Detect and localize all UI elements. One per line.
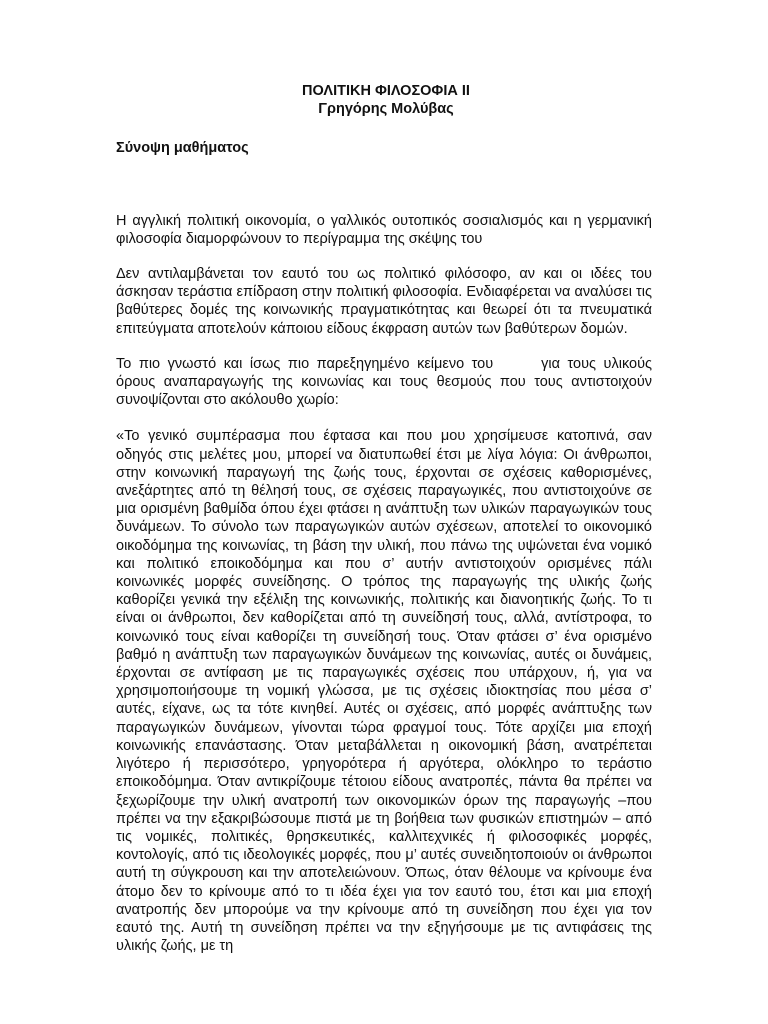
section-heading: Σύνοψη μαθήματος [116, 140, 249, 157]
document-page [116, 82, 652, 955]
paragraph-known-text-part-2: για τους υλικούς όρους αναπαραγωγής της κοινωνίας και τους θεσμούς που τους αντιστοιχούν συνοψίζονται στο ακόλουθο χωρίο: [116, 355, 652, 409]
paragraph-political-philosophy: Δεν αντιλαμβάνεται τον εαυτό του ως πολιτικό φιλόσοφο, αν και οι ιδέες του άσκησαν τεράστια επίδραση στην πολιτική φιλοσοφία. Ενδιαφέρεται να αναλύσει τις βαθύτερες δομές της κοινωνικής πραγματικότητας και θεωρεί ότι τα πνευματικά επιτεύγματα αποτελούν κάποιου είδους έκφραση αυτών των βαθύτερων δομών. [116, 266, 652, 337]
document-author: Γρηγόρης Μολύβας [318, 101, 454, 118]
paragraph-known-text [116, 355, 652, 410]
paragraph-known-text-part-1: Το πιο γνωστό και ίσως πιο παρεξηγημένο κείμενο του [116, 355, 494, 372]
document-title: ΠΟΛΙΤΙΚΗ ΦΙΛΟΣΟΦΙΑ ΙΙ [302, 83, 470, 99]
paragraph-intro: Η αγγλική πολιτική οικονομία, ο γαλλικός ουτοπικός σοσιαλισμός και η γερμανική φιλοσοφία διαμορφώνουν το περίγραμμα της σκέψης του [116, 212, 652, 247]
title-block [120, 82, 652, 118]
quote-passage: «Το γενικό συμπέρασμα που έφτασα και που μου χρησίμευσε κατοπινά, σαν οδηγός στις μελέτες μου, μπορεί να διατυπωθεί έτσι με λίγα λόγια: Οι άνθρωποι, στην κοινωνική παραγωγή της ζωής τους, έρχονται σε σχέσεις καθορισμένες, ανεξάρτητες από τη θέλησή τους, σε σχέσεις παραγωγικές, που αντιστοιχούνε σε μια ορισμένη βαθμίδα όπου έχει φτάσει η ανάπτυξη των υλικών παραγωγικών τους δυνάμεων. Το σύνολο των παραγωγικών αυτών σχέσεων, αποτελεί το οικονομικό οικοδόμημα της κοινωνίας, τη βάση την υλική, που πάνω της υψώνεται ένα νομικό και πολιτικό εποικοδόμημα και που σ’ αυτήν αντιστοιχούν ορισμένες πάλι κοινωνικές μορφές συνείδησης. Ο τρόπος της παραγωγής της υλικής ζωής καθορίζει γενικά την εξέλιξη της κοινωνικής, πολιτικής και διανοητικής ζωής. Το τι είναι οι άνθρωποι, δεν καθορίζεται από τη συνείδησή τους, αλλά, αντίστροφα, το κοινωνικό τους είναι καθορίζει τη συνείδησή τους. Όταν φτάσει σ’ ένα ορισμένο βαθμό η ανάπτυξη των παραγωγικών δυνάμεων της κοινωνίας, αυτές οι δυνάμεις, έρχονται σε αντίφαση με τις παραγωγικές σχέσεις που υπάρχουν, ή, για να χρησιμοποιήσουμε τη νομική γλώσσα, με τις σχέσεις ιδιοκτησίας που μέσα σ’ αυτές, είχανε, ως τα τότε κινηθεί. Αυτές οι σχέσεις, από μορφές ανάπτυξης των παραγωγικών δυνάμεων, γίνονται τώρα φραγμοί τους. Τότε αρχίζει μια εποχή κοινωνικής επανάστασης. Όταν μεταβάλλεται η οικονομική βάση, ανατρέπεται λιγότερο ή περισσότερο, γρηγορότερα ή αργότερα, ολόκληρο το τεράστιο εποικοδόμημα. Όταν αντικρίζουμε τέτοιου είδους ανατροπές, πάντα θα πρέπει να ξεχωρίζουμε την υλική ανατροπή των οικονομικών όρων της παραγωγής –που πρέπει να την εξακριβώσουμε πιστά με τη βοήθεια των φυσικών επιστημών – από τις νομικές, πολιτικές, θρησκευτικές, καλλιτεχνικές ή φιλοσοφικές μορφές, κοντολογίς, από τις ιδεολογικές μορφές, που μ’ αυτές συνειδητοποιούν οι άνθρωποι αυτή τη σύγκρουση και την αποτελειώνουν. Όπως, όταν θέλουμε να κρίνουμε ένα άτομο δεν το κρίνουμε από το τι ιδέα έχει για τον εαυτό του, έτσι και μια εποχή ανατροπής δεν μπορούμε να την κρίνουμε από τη συνείδηση που έχει για τον εαυτό της. Αυτή τη συνείδηση πρέπει να την εξηγήσουμε με τις αντιφάσεις της υλικής ζωής, με τη [116, 428, 652, 955]
